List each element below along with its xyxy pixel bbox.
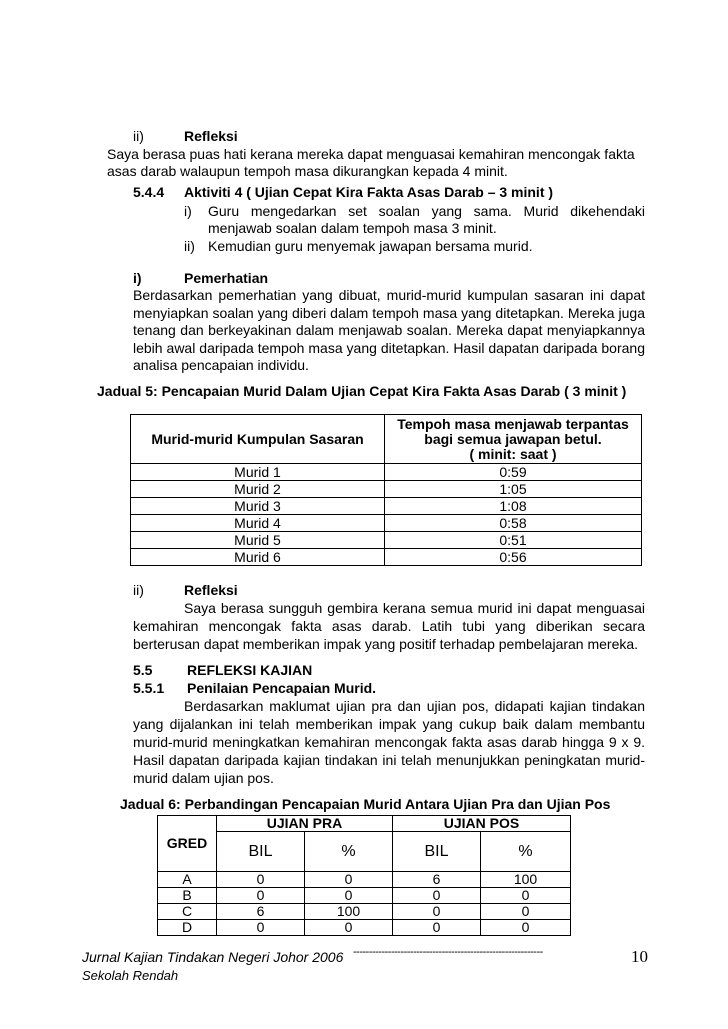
table5-time: 0:58 [385, 515, 642, 532]
table6-header-pra-bil: BIL [217, 832, 305, 872]
table5-time: 1:05 [385, 481, 642, 498]
table5-student: Murid 1 [131, 464, 385, 481]
table6-header-pos: UJIAN POS [393, 816, 571, 832]
footer-dashes: ------------------------------------------------------------ [353, 946, 543, 958]
table6-pra-bil: 0 [217, 888, 305, 904]
table6-header-gred: GRED [158, 816, 217, 872]
section55-title: REFLEKSI KAJIAN [187, 662, 313, 678]
table6-pra-pct: 0 [305, 920, 393, 936]
table-row [131, 481, 642, 498]
table5-student: Murid 3 [131, 498, 385, 515]
activity4-num: 5.4.4 [133, 184, 165, 200]
activity4-title: Aktiviti 4 ( Ujian Cepat Kira Fakta Asas Darab – 3 minit ) [184, 184, 554, 200]
table6-pos-bil: 6 [393, 872, 481, 888]
table-row [131, 549, 642, 566]
table6 [157, 815, 571, 936]
table5-time: 0:59 [385, 464, 642, 481]
observation-text: Berdasarkan pemerhatian yang dibuat, murid-murid kumpulan sasaran ini dapat menyiapkan soalan yang diberi dalam tempoh masa yang ditetapkan. Mereka juga tenang dan berkeyakinan dalam menjawab soalan. Mereka dapat menyiapkannya lebih awal daripada tempoh masa yang ditetapkan. Hasil dapatan daripada borang analisa pencapaian individu. [133, 287, 645, 373]
table5-student: Murid 6 [131, 549, 385, 566]
footer-page-number: 10 [631, 947, 648, 966]
table6-header-pra-pct: % [305, 832, 393, 872]
table5 [130, 414, 642, 566]
activity4-item2-text: Kemudian guru menyemak jawapan bersama murid. [208, 238, 533, 254]
reflection1-text: Saya berasa puas hati kerana mereka dapat menguasai kemahiran mencongak fakta asas darab walaupun tempoh masa dikurangkan kepada 4 minit. [107, 146, 635, 179]
table6-pra-pct: 100 [305, 904, 393, 920]
table6-pos-pct: 0 [481, 888, 571, 904]
reflection2-num: ii) [133, 582, 144, 598]
table6-grade: B [158, 888, 217, 904]
table5-student: Murid 4 [131, 515, 385, 532]
footer-school: Sekolah Rendah [82, 968, 179, 983]
table6-header-pos-pct: % [481, 832, 571, 872]
activity4-item1-num: i) [184, 203, 192, 219]
table-row [158, 872, 571, 888]
table6-header-pos-bil: BIL [393, 832, 481, 872]
table6-pra-bil: 0 [217, 872, 305, 888]
activity4-item1-text: Guru mengedarkan set soalan yang sama. Murid dikehendaki menjawab soalan dalam tempoh masa 3 minit. [208, 203, 645, 236]
table6-pos-pct: 0 [481, 904, 571, 920]
reflection1-title: Refleksi [184, 128, 238, 144]
reflection2-title: Refleksi [184, 582, 238, 598]
table6-pra-pct: 0 [305, 872, 393, 888]
table6-grade: D [158, 920, 217, 936]
table5-time: 1:08 [385, 498, 642, 515]
footer-journal: Jurnal Kajian Tindakan Negeri Johor 2006 [82, 949, 344, 965]
table6-pra-bil: 0 [217, 920, 305, 936]
table5-header-time-line1: Tempoh masa menjawab terpantas [397, 415, 629, 432]
table6-pos-bil: 0 [393, 888, 481, 904]
table-row [158, 920, 571, 936]
section551-title: Penilaian Pencapaian Murid. [187, 680, 377, 696]
table-row [158, 904, 571, 920]
table-row [158, 888, 571, 904]
table5-student: Murid 2 [131, 481, 385, 498]
observation-title: Pemerhatian [184, 270, 269, 286]
reflection2-text: Saya berasa sungguh gembira kerana semua murid ini dapat menguasai kemahiran mencongak fakta asas darab. Latih tubi yang diberikan secara berterusan dapat memberikan impak yang positif terhadap pembelajaran mereka. [133, 600, 645, 652]
table-row [131, 464, 642, 481]
observation-num: i) [133, 270, 142, 286]
table5-header-time [385, 415, 642, 464]
table6-grade: A [158, 872, 217, 888]
table-row [131, 498, 642, 515]
table5-header-students: Murid-murid Kumpulan Sasaran [131, 415, 385, 464]
section551-text: Berdasarkan maklumat ujian pra dan ujian pos, didapati kajian tindakan yang dijalankan ini telah memberikan impak yang cukup baik dalam membantu murid-murid meningkatkan kemahiran mencongak fakta asas darab hingga 9 x 9. Hasil dapatan daripada kajian tindakan ini telah menunjukkan peningkatan murid-murid dalam ujian pos. [133, 698, 645, 786]
table6-pos-bil: 0 [393, 920, 481, 936]
reflection1-num: ii) [133, 128, 144, 144]
table6-header-pra: UJIAN PRA [217, 816, 393, 832]
table6-pos-bil: 0 [393, 904, 481, 920]
table5-header-time-line3: ( minit: saat ) [469, 445, 557, 462]
table6-pra-bil: 6 [217, 904, 305, 920]
table-row [131, 515, 642, 532]
table-row [131, 532, 642, 549]
activity4-item2-num: ii) [184, 238, 195, 254]
table5-time: 0:51 [385, 532, 642, 549]
table6-pos-pct: 0 [481, 920, 571, 936]
table5-time: 0:56 [385, 549, 642, 566]
table6-grade: C [158, 904, 217, 920]
table6-caption: Jadual 6: Perbandingan Pencapaian Murid Antara Ujian Pra dan Ujian Pos [120, 796, 611, 812]
section55-num: 5.5 [133, 662, 153, 678]
reflection1-heading [133, 128, 144, 144]
table6-pos-pct: 100 [481, 872, 571, 888]
table5-student: Murid 5 [131, 532, 385, 549]
table5-caption: Jadual 5: Pencapaian Murid Dalam Ujian Cepat Kira Fakta Asas Darab ( 3 minit ) [97, 383, 627, 399]
table6-pra-pct: 0 [305, 888, 393, 904]
table5-header-time-line2: bagi semua jawapan betul. [424, 430, 602, 447]
section551-num: 5.5.1 [133, 680, 165, 696]
